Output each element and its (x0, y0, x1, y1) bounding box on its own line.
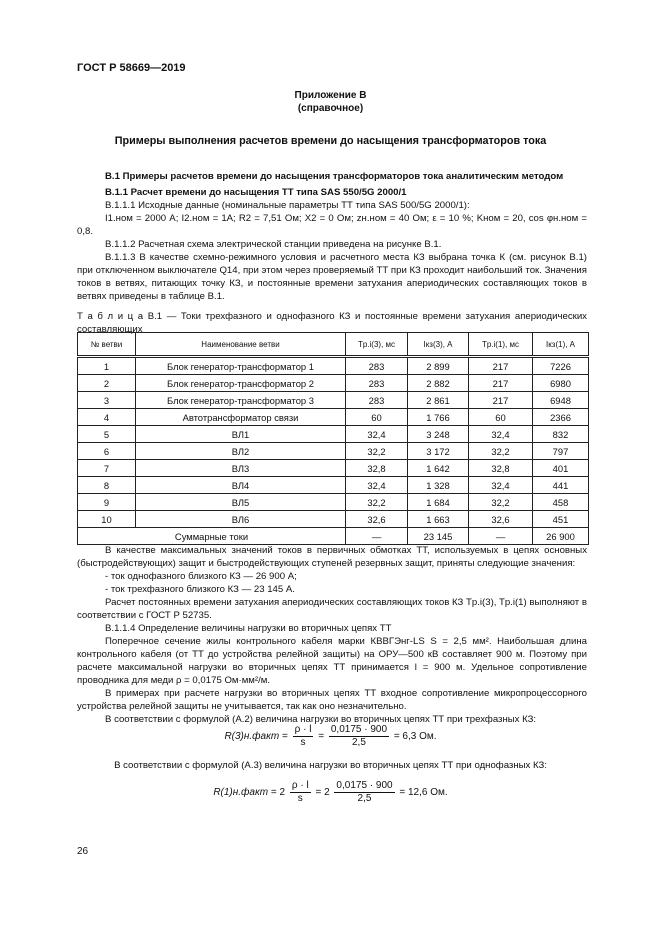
table-cell: Блок генератор-трансформатор 1 (136, 357, 346, 375)
column-header: № ветви (78, 333, 136, 357)
table-row (78, 511, 589, 528)
data-table (77, 332, 589, 545)
formula-three-phase: R(3)н.факт = $\frac{\rho \cdot l}{s}$ = $\frac{0,0175 \cdot 900}{2,5}$ = 6,3 Ом. (224, 724, 437, 748)
table-cell: 3 172 (408, 443, 469, 460)
intro-text (77, 170, 587, 336)
table-cell: 832 (533, 426, 589, 443)
numerator: ρ · l (294, 724, 312, 735)
table-cell: 32,4 (469, 426, 533, 443)
section-heading: В.1 Примеры расчетов времени до насыщения трансформаторов тока аналитическим методом (105, 171, 564, 182)
table-cell: 458 (533, 494, 589, 511)
table-cell: 7226 (533, 357, 589, 375)
list-item: - ток трехфазного близкого КЗ — 23 145 А. (105, 584, 295, 595)
column-header: Iкз(3), А (408, 333, 469, 357)
table-cell: 7 (78, 460, 136, 477)
table-cell: 32,8 (469, 460, 533, 477)
table-cell: Суммарные токи (78, 528, 346, 545)
paragraph: В соответствии с формулой (А.2) величина нагрузки во вторичных цепях ТТ при трехфазных КЗ: (105, 714, 537, 725)
table-row (78, 392, 589, 409)
table-total-row (78, 528, 589, 545)
table-cell: ВЛ4 (136, 477, 346, 494)
table-cell: 3 (78, 392, 136, 409)
table-cell: 32,4 (346, 477, 408, 494)
table-cell: 1 (78, 357, 136, 375)
main-title: Примеры выполнения расчетов времени до насыщения трансформаторов тока (114, 135, 547, 147)
denominator: s (297, 793, 303, 804)
appendix-subtitle: (справочное) (297, 103, 364, 114)
table-cell: 283 (346, 392, 408, 409)
table-cell: 32,2 (346, 443, 408, 460)
table-cell: 441 (533, 477, 589, 494)
table-cell: 6948 (533, 392, 589, 409)
table-cell: ВЛ5 (136, 494, 346, 511)
table-cell: 9 (78, 494, 136, 511)
denominator: 2,5 (351, 737, 366, 748)
parameters-line (77, 212, 587, 238)
table-cell: 1 766 (408, 409, 469, 426)
table-header-row (78, 333, 589, 357)
table-cell: 451 (533, 511, 589, 528)
table-row (78, 426, 589, 443)
table-cell: 2 882 (408, 375, 469, 392)
table-cell: 60 (469, 409, 533, 426)
table-cell: 32,6 (346, 511, 408, 528)
table-caption-text: — Токи трехфазного и однофазного КЗ и постоянные времени затухания апериодических составляющих (77, 311, 587, 335)
formula-single-phase: R(1)н.факт = 2 $\frac{\rho \cdot l}{s}$ = 2 $\frac{0,0175 \cdot 900}{2,5}$ = 12,6 Ом. (213, 780, 448, 804)
table-cell: 23 145 (408, 528, 469, 545)
table-cell: 3 248 (408, 426, 469, 443)
column-header: Iкз(1), А (533, 333, 589, 357)
table-cell: 797 (533, 443, 589, 460)
table-cell: Блок генератор-трансформатор 2 (136, 375, 346, 392)
paragraph: Поперечное сечение жилы контрольного кабеля марки КВВГЭнг-LS S = 2,5 мм². Наибольшая длина контрольного кабеля (от ТТ до устройства релейной защиты) на ОРУ—500 кВ составляет 900 м. Поэтому при расчете максимальной нагрузки во вторичных цепях ТТ принимается l = 900 м. Удельное сопротивление проводника для меди ρ = 0,0175 Ом·мм²/м. (77, 636, 587, 686)
paragraph: В качестве максимальных значений токов в первичных обмотках ТТ, используемых в цепях основных (быстродействующих) защит и быстродействующих ступеней резервных защит, приняты следующие значения: (77, 545, 587, 569)
denominator: 2,5 (357, 793, 372, 804)
column-header: Tp.i(3), мс (346, 333, 408, 357)
page-number: 26 (77, 846, 89, 857)
list-item: - ток однофазного близкого КЗ — 26 900 А; (105, 571, 297, 582)
formula-result: = 12,6 Ом. (399, 787, 448, 799)
table-cell: 283 (346, 375, 408, 392)
appendix-title: Приложение В (294, 90, 367, 101)
table-cell: 6980 (533, 375, 589, 392)
table-cell: — (346, 528, 408, 545)
table-cell: 60 (346, 409, 408, 426)
formula-result: = 6,3 Ом. (393, 731, 437, 743)
table-cell: ВЛ6 (136, 511, 346, 528)
coefficient: 2 (279, 787, 286, 799)
formula-lhs: R(1)н.факт (213, 787, 269, 799)
table-cell: 401 (533, 460, 589, 477)
table-cell: 1 328 (408, 477, 469, 494)
table-cell: 32,4 (346, 426, 408, 443)
table-cell: 32,4 (469, 477, 533, 494)
paragraph: В.1.1.3 В качестве схемно-режимного условия и расчетного места КЗ выбрана точка К (см. рисунок В.1) при отключенном выключателе Q14, при этом через проверяемый ТТ при КЗ проходит наибольший ток. Значения токов в ветвях, питающих точку КЗ, и постоянные времени затухания апериодических составляющих токов в ветвях приведены в таблице В.1. (77, 252, 587, 302)
table-cell: 32,2 (346, 494, 408, 511)
table-cell: 217 (469, 357, 533, 375)
table-cell: 2366 (533, 409, 589, 426)
formula-lhs: R(3)н.факт (224, 731, 280, 743)
table-caption-label: Т а б л и ц а В.1 (77, 311, 163, 322)
table-cell: — (469, 528, 533, 545)
table-row (78, 375, 589, 392)
table-cell: Блок генератор-трансформатор 3 (136, 392, 346, 409)
column-header: Наименование ветви (136, 333, 346, 357)
denominator: s (300, 737, 306, 748)
table-row (78, 409, 589, 426)
table-cell: 32,8 (346, 460, 408, 477)
table-cell: 4 (78, 409, 136, 426)
numerator: 0,0175 · 900 (336, 780, 393, 791)
paragraph: В.1.1.1 Исходные данные (номинальные параметры ТТ типа SAS 500/5G 2000/1): (105, 200, 470, 211)
table-cell: ВЛ3 (136, 460, 346, 477)
column-header: Tp.i(1), мс (469, 333, 533, 357)
body-text (77, 544, 587, 726)
table-cell: 10 (78, 511, 136, 528)
paragraph: В соответствии с формулой (А.3) величина нагрузки во вторичных цепях ТТ при однофазных КЗ: (114, 760, 547, 771)
table-cell: 32,2 (469, 494, 533, 511)
table-cell: 1 642 (408, 460, 469, 477)
table-cell: 8 (78, 477, 136, 494)
table-cell: 26 900 (533, 528, 589, 545)
paragraph: Расчет постоянных времени затухания апериодических составляющих токов КЗ Tp.i(3), Tp.i(1) выполняют в соответствии с ГОСТ Р 52735. (77, 597, 587, 621)
table-row (78, 357, 589, 375)
coefficient: 2 (324, 787, 330, 799)
numerator: ρ · l (291, 780, 309, 791)
table-cell: 1 663 (408, 511, 469, 528)
table-cell: 217 (469, 375, 533, 392)
table-cell: 217 (469, 392, 533, 409)
table-row (78, 460, 589, 477)
table-cell: 2 861 (408, 392, 469, 409)
table-cell: ВЛ1 (136, 426, 346, 443)
table-cell: 6 (78, 443, 136, 460)
numerator: 0,0175 · 900 (330, 724, 388, 735)
paragraph: В.1.1.4 Определение величины нагрузки во вторичных цепях ТТ (105, 623, 392, 634)
table-row (78, 477, 589, 494)
parameters: I1.ном = 2000 А; I2.ном = 1А; R2 = 7,51 Ом; X2 = 0 Ом; zн.ном = 40 Ом; ε = 10 %; Kном = 20, cos φн.ном = 0,8. (77, 213, 587, 237)
table-cell: 283 (346, 357, 408, 375)
paragraph: В примерах при расчете нагрузки во вторичных цепях ТТ входное сопротивление микропроцессорного устройства релейной защиты не учитывается, так как оно незначительно. (77, 688, 587, 712)
document-header: ГОСТ Р 58669—2019 (77, 62, 186, 74)
table-cell: ВЛ2 (136, 443, 346, 460)
table-cell: 32,6 (469, 511, 533, 528)
table-row (78, 443, 589, 460)
table-cell: 1 684 (408, 494, 469, 511)
paragraph: В.1.1.2 Расчетная схема электрической станции приведена на рисунке В.1. (105, 239, 442, 250)
table-cell: 2 (78, 375, 136, 392)
table-cell: 2 899 (408, 357, 469, 375)
table-row (78, 494, 589, 511)
table-cell: Автотрансформатор связи (136, 409, 346, 426)
table-cell: 5 (78, 426, 136, 443)
subsection-heading: В.1.1 Расчет времени до насыщения ТТ типа SAS 550/5G 2000/1 (105, 187, 407, 198)
table-cell: 32,2 (469, 443, 533, 460)
